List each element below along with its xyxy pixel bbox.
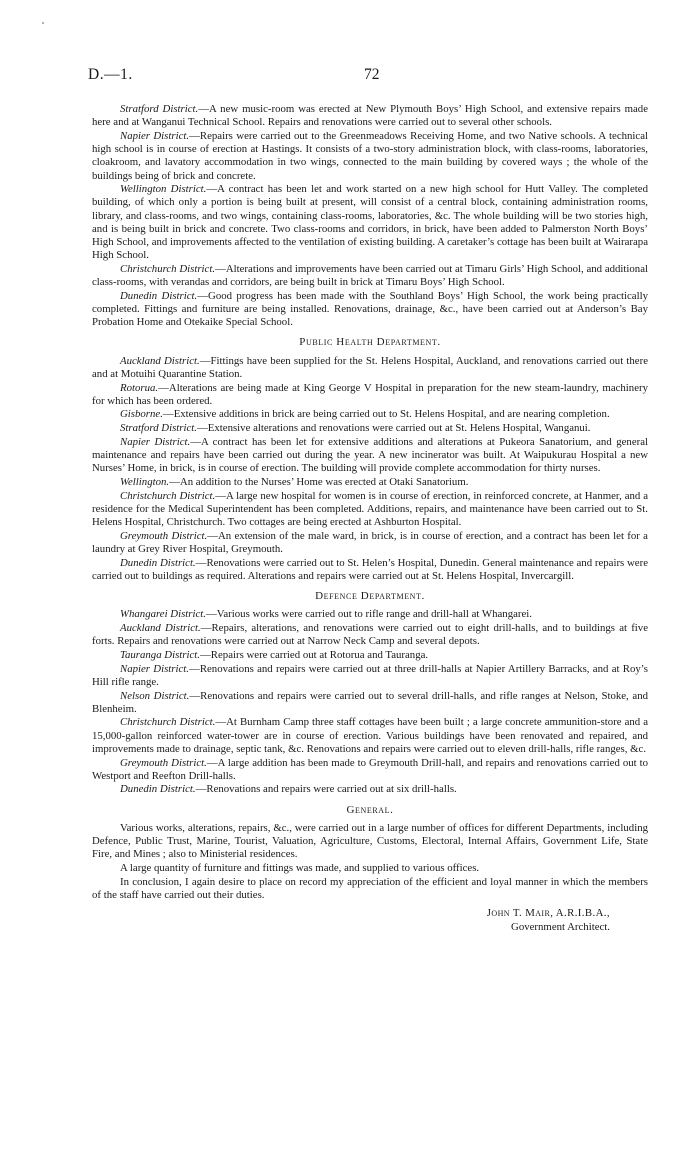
paragraph-text: —Renovations and repairs were carried out at six drill-halls. [195,783,457,796]
page-number: 72 [364,66,380,83]
district-label: Wellington. [120,475,170,488]
paragraph [92,476,648,489]
document-body [92,103,648,934]
district-label: Napier District. [120,662,190,675]
district-label: Stratford District. [120,103,199,115]
paragraph-text: —Renovations and repairs were carried out at three drill-halls at Napier Artillery Barracks, and at Roy’s Hill rifle range. [92,662,649,688]
district-label: Auckland District. [120,622,201,635]
section-heading-general: General. [346,803,394,816]
paragraph-text: —Extensive alterations and renovations were carried out at St. Helens Hospital, Wanganui. [197,422,591,435]
paragraph [92,716,648,756]
district-label: Dunedin District. [120,556,196,569]
paragraph-text: Various works, alterations, repairs, &c., were carried out in a large number of offices for different Departments, including Defence, Public Trust, Marine, Tourist, Valuation, Agriculture, Customs, Electoral, Internal Affairs, Government Life, State Fire, and Mines ; also to Ministerial residences. [92,821,648,861]
paragraph [92,382,648,408]
document-reference: D.—1. [88,66,133,83]
paragraph [92,822,648,862]
paragraph-text: —An addition to the Nurses’ Home was erected at Otaki Sanatorium. [169,475,469,488]
paragraph-text: —An extension of the male ward, in brick, is in course of erection, and a contract has been let for a laundry at Grey River Hospital, Greymouth. [92,529,648,555]
paragraph [92,649,648,662]
district-label: Dunedin District. [120,289,198,302]
paragraph [92,663,648,689]
paragraph-text: —Renovations and repairs were carried out to several drill-halls, and rifle ranges at Nelson, Stoke, and Blenheim. [92,689,648,715]
paragraph [92,263,648,289]
general-section [92,822,648,902]
paragraph [92,103,648,129]
education-section [92,103,648,329]
district-label: Dunedin District. [120,783,196,796]
paragraph-text: —A contract has been let for extensive additions and alterations at Pukeora Sanatorium, and general maintenance and repairs have been carried out during the year. A new incinerator was built. At Waipukurau Hospital a new Nurses’ Home, in brick, is in course of erection. The building will provide complete accommodation for thirty nurses. [92,435,648,475]
district-label: Christchurch District. [120,262,216,275]
paragraph [92,130,648,183]
district-label: Napier District. [120,129,190,142]
page-header [88,58,648,88]
paragraph-text: —A new music-room was erected at New Plymouth Boys’ High School, and extensive repairs made here and at Wanganui Technical School. Repairs and renovations were carried out to several other schools. [92,103,648,129]
paragraph-text: —Repairs, alterations, and renovations were carried out to eight drill-halls, and to buildings at five forts. Repairs and renovations were carried out at Narrow Neck Camp and several depots. [92,622,648,648]
paragraph-text: A large quantity of furniture and fittings was made, and supplied to various offices. [120,861,480,874]
paragraph [92,783,648,796]
paragraph [92,622,648,648]
paragraph-text: —Extensive additions in brick are being carried out to St. Helens Hospital, and are nearing completion. [162,408,610,421]
paragraph-text: —Repairs were carried out to the Greenmeadows Receiving Home, and two Native schools. A technical high school is in course of erection at Hastings. It consists of a two-story administration block, with class-rooms, laboratories, cloakroom, and lavatory accommodation in two wings, connected to the main building by covered ways ; the whole of the buildings being of brick and concrete. [92,129,648,182]
paragraph-text: —Various works were carried out to rifle range and drill-hall at Whangarei. [205,608,532,621]
paragraph [92,490,648,530]
paragraph-text: —At Burnham Camp three staff cottages have been built ; a large concrete ammunition-store and a 15,000-gallon reinforced water-tower are in course of erection. Various buildings have been renovated and repaired, and improvements made to drainage, septic tank, &c. Renovations and repairs were carried out to eleven drill-halls, rifle ranges, &c. [92,716,648,755]
district-label: Christchurch District. [120,716,216,729]
district-label: Stratford District. [120,422,197,435]
section-heading-defence: Defence Department. [315,590,425,603]
paragraph [92,690,648,716]
paragraph-text: —Fittings have been supplied for the St. Helens Hospital, Auckland, and renovations carried out there and at Motuihi Quarantine Station. [92,354,648,380]
signature-block [92,906,648,934]
district-label: Christchurch District. [120,489,216,502]
district-label: Greymouth District. [120,529,208,542]
district-label: Gisborne. [120,408,163,421]
district-label: Napier District. [120,435,191,448]
district-label: Auckland District. [120,354,200,367]
district-label: Greymouth District. [120,756,207,769]
paragraph-text: —A large new hospital for women is in course of erection, in reinforced concrete, at Hanmer, and a residence for the Medical Superintendent has been completed. Additions, repairs, and maintenance have been carried out to St. Helens Hospital, Christchurch. Two cottages are being erected at Ashburton Hospital. [92,489,648,529]
paragraph-text: —Alterations and improvements have been carried out at Timaru Girls’ High School, and additional class-rooms, with verandas and corridors, are being built in brick at Timaru Boys’ High School. [92,262,648,289]
public-health-section [92,355,648,583]
paragraph [92,608,648,621]
paragraph-text: —A large addition has been made to Greymouth Drill-hall, and repairs and renovations carried out to Westport and Reefton Drill-halls. [92,756,648,782]
paragraph [92,408,648,421]
paragraph-text: —Repairs were carried out at Rotorua and Tauranga. [200,648,429,661]
paragraph [92,355,648,381]
paragraph [92,436,648,476]
paragraph-text: —Renovations were carried out to St. Helen’s Hospital, Dunedin. General maintenance and repairs were carried out to buildings as required. Alterations and repairs were carried out at St. Helens Hospital, Invercargill. [92,556,648,582]
signature-title: Government Architect. [511,921,610,934]
paragraph-text: —A contract has been let and work started on a new high school for Hutt Valley. The completed building, of which only a portion is being built at present, will consist of a central block, containing administration rooms, library, and class-rooms, and two wings, containing class-rooms, laboratories, &c. The whole building will be two stories high, and is being built in brick and concrete. Two class-rooms and corridors, in brick, have been added to Palmerston North Boys’ High School, and improvements affected to the ventilation of existing building. A caretaker’s cottage has been built at Wairarapa High School. [92,183,648,262]
district-label: Rotorua. [120,381,159,394]
paragraph [92,557,648,583]
district-label: Whangarei District. [120,608,206,621]
district-label: Nelson District. [120,689,190,702]
defence-section [92,608,648,796]
scan-speck [42,22,44,24]
paragraph-text: In conclusion, I again desire to place on record my appreciation of the efficient and loyal manner in which the members of the staff have carried out their duties. [92,875,648,901]
paragraph [92,862,648,875]
paragraph-text: —Alterations are being made at King George V Hospital in preparation for the new steam-laundry, machinery for which has been ordered. [92,381,648,407]
district-label: Tauranga District. [120,648,200,661]
paragraph [92,876,648,902]
paragraph-text: —Good progress has been made with the Southland Boys’ High School, the work being practically completed. Fittings and furniture are being installed. Renovations, drainage, &c., have been carried out at Anderson’s Bay Probation Home and Otekaike Special School. [92,289,648,329]
paragraph [92,530,648,556]
district-label: Wellington District. [120,183,207,196]
paragraph [92,422,648,435]
section-heading-public-health: Public Health Department. [299,336,441,349]
paragraph [92,757,648,783]
signature-name: John T. Mair, A.R.I.B.A., [486,907,610,920]
paragraph [92,290,648,330]
paragraph [92,183,648,262]
